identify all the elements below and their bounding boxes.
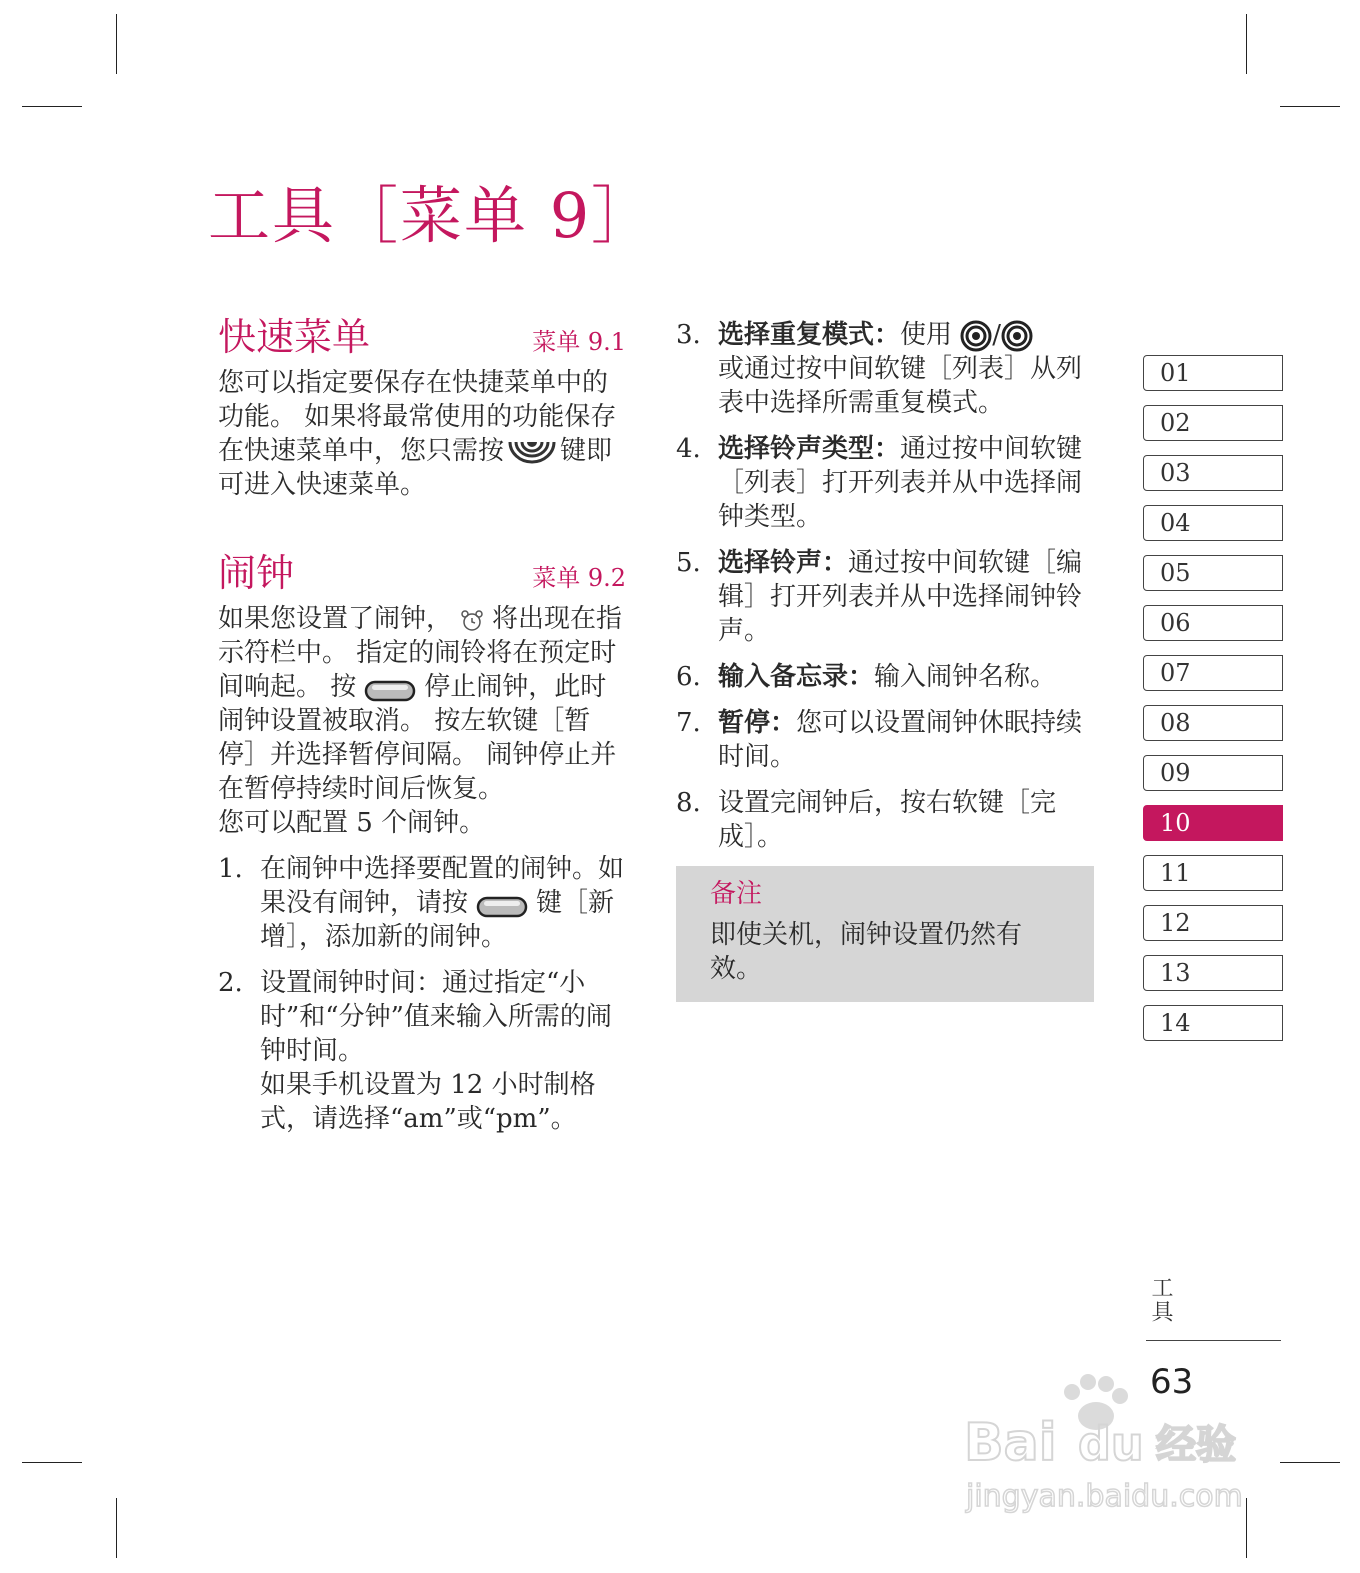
- note-body: 即使关机，闹钟设置仍然有效。: [710, 920, 1023, 984]
- chapter-tab[interactable]: 08: [1143, 705, 1283, 741]
- list-item: [218, 852, 626, 954]
- menu-reference: 菜单 9.1: [532, 328, 626, 356]
- text: 设置闹钟时间：通过指定“小时”和“分钟”值来输入所需的闹钟时间。: [260, 968, 612, 1066]
- chapter-tab[interactable]: 09: [1143, 755, 1283, 791]
- text: 键［新增］，添加新的闹钟。: [260, 888, 615, 952]
- soft-key-icon: [476, 893, 528, 915]
- quick-menu-text: [218, 366, 626, 502]
- text: 通过按中间软键［编辑］打开列表并从中选择闹钟铃声。: [718, 548, 1083, 646]
- chapter-tab[interactable]: 05: [1143, 555, 1283, 591]
- step-number: 8.: [676, 788, 701, 818]
- step-number: 1.: [218, 854, 243, 884]
- text: 您可以指定要保存在快捷菜单中的功能。 如果将最常使用的功能保存在快速菜单中，您只需按: [218, 368, 617, 466]
- crop-mark: [116, 1498, 117, 1558]
- step-number: 5.: [676, 548, 701, 578]
- chapter-tab[interactable]: 14: [1143, 1005, 1283, 1041]
- chapter-tab[interactable]: 12: [1143, 905, 1283, 941]
- svg-text:jingyan.baidu.com: jingyan.baidu.com: [966, 1479, 1243, 1514]
- text: 停止闹钟，此时闹钟设置被取消。 按左软键［暂停］并选择暂停间隔。 闹钟停止并在暂停持续时间后恢复。: [218, 672, 617, 804]
- text: 您可以设置闹钟休眠持续时间。: [718, 708, 1083, 772]
- chapter-tab[interactable]: 03: [1143, 455, 1283, 491]
- text: 设置完闹钟后，按右软键［完成］。: [718, 788, 1057, 852]
- alarm-steps-left: [218, 852, 626, 1136]
- step-number: 3.: [676, 320, 701, 350]
- crop-mark: [1246, 14, 1247, 74]
- step-label: 输入备忘录：: [718, 662, 875, 692]
- text: 输入闹钟名称。: [874, 662, 1057, 692]
- left-column: [218, 312, 626, 1148]
- alarm-intro: [218, 602, 626, 840]
- chapter-tab[interactable]: 13: [1143, 955, 1283, 991]
- text: 将出现在指示符栏中。 指定的闹铃将在预定时间响起。 按: [218, 604, 623, 702]
- text: 如果手机设置为 12 小时制格式，请选择“am”或“pm”。: [260, 1070, 596, 1134]
- chapter-tab-active[interactable]: 10: [1143, 805, 1283, 841]
- text: 您可以配置 5 个闹钟。: [218, 808, 486, 838]
- svg-text:经验: 经验: [1156, 1422, 1236, 1468]
- quick-menu-header: [218, 312, 626, 362]
- step-label: 暂停：: [718, 708, 797, 738]
- svg-text:du: du: [1078, 1417, 1144, 1471]
- crop-mark: [22, 1462, 82, 1463]
- alarm-header: [218, 548, 626, 598]
- alarm-clock-icon: [460, 608, 484, 632]
- menu-reference: 菜单 9.2: [532, 564, 626, 592]
- text: 键即可进入快速菜单。: [218, 436, 613, 500]
- list-item: [676, 432, 1096, 534]
- section-title: 快速菜单: [218, 315, 371, 359]
- section-title: 闹钟: [218, 551, 295, 595]
- list-item: [676, 660, 1096, 694]
- chapter-tab[interactable]: 01: [1143, 355, 1283, 391]
- menu-key-icon: [508, 438, 556, 466]
- chapter-tab[interactable]: 07: [1143, 655, 1283, 691]
- nav-key-icon: [960, 320, 992, 352]
- step-label: 选择铃声类型：: [718, 434, 901, 464]
- step-label: 选择铃声：: [718, 548, 849, 578]
- step-label: 选择重复模式：: [718, 320, 901, 350]
- text: 使用: [900, 320, 953, 350]
- step-number: 2.: [218, 968, 243, 998]
- text: 如果您设置了闹钟，: [218, 604, 453, 634]
- step-number: 6.: [676, 662, 701, 692]
- text: 在闹钟中选择要配置的闹钟。如果没有闹钟，请按: [260, 854, 625, 918]
- text: 或通过按中间软键［列表］从列表中选择所需重复模式。: [718, 354, 1083, 418]
- chapter-tab[interactable]: 06: [1143, 605, 1283, 641]
- page-title: 工具［菜单 9］: [208, 179, 656, 252]
- chapter-tab[interactable]: 04: [1143, 505, 1283, 541]
- crop-mark: [1280, 106, 1340, 107]
- chapter-tab[interactable]: 11: [1143, 855, 1283, 891]
- note-title: 备注: [710, 879, 763, 909]
- svg-text:Bai: Bai: [964, 1413, 1057, 1473]
- nav-key-icon: [1001, 320, 1033, 352]
- list-item: [676, 786, 1096, 854]
- list-item: 3. 选择重复模式：使用 / 或通过按中间软键［列表］从列表中选择所需重复模式。: [676, 320, 1083, 418]
- soft-key-icon: [364, 677, 416, 699]
- crop-mark: [22, 106, 82, 107]
- divider: [1146, 1340, 1281, 1341]
- note-box: [676, 866, 1094, 1002]
- right-column: [676, 318, 1096, 1002]
- chapter-side-label: 工具: [1148, 1276, 1173, 1324]
- crop-mark: [116, 14, 117, 74]
- alarm-steps-right: [676, 318, 1096, 854]
- step-number: 7.: [676, 708, 701, 738]
- page-number: 63: [1150, 1362, 1194, 1402]
- chapter-tabs: [1143, 355, 1283, 1055]
- list-item: [676, 546, 1096, 648]
- list-item: [218, 966, 626, 1136]
- chapter-tab[interactable]: 02: [1143, 405, 1283, 441]
- text: 通过按中间软键［列表］打开列表并从中选择闹钟类型。: [718, 434, 1083, 532]
- list-item: [676, 706, 1096, 774]
- baidu-watermark-logo: [960, 1370, 1280, 1520]
- step-number: 4.: [676, 434, 701, 464]
- crop-mark: [1280, 1462, 1340, 1463]
